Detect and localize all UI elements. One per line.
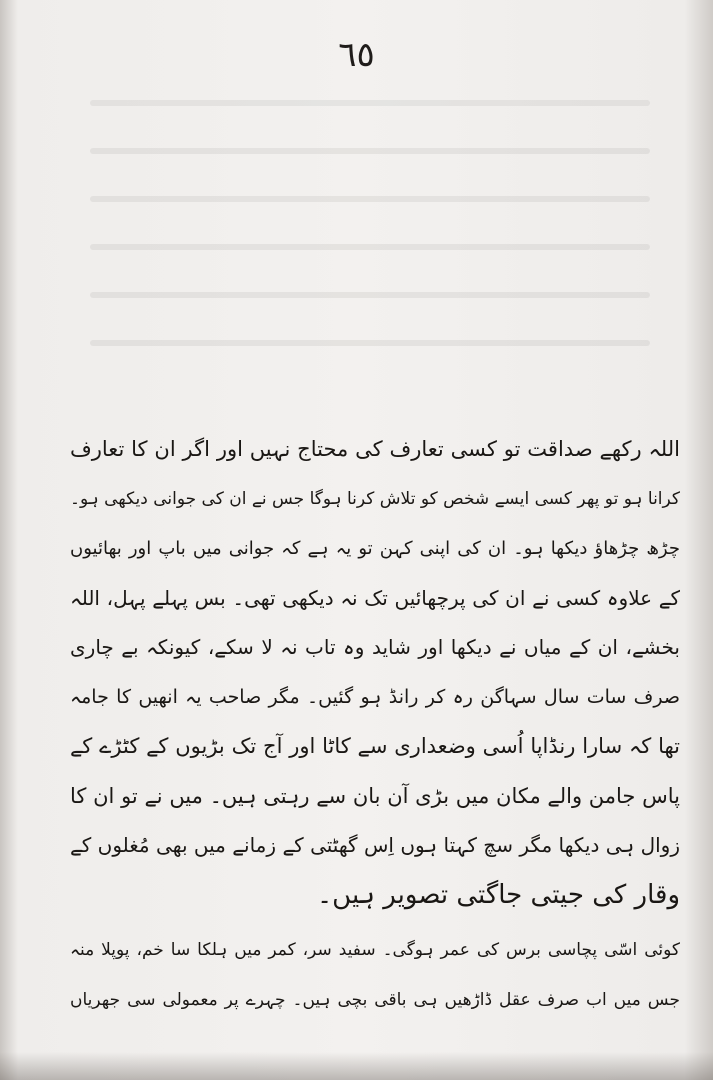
text-line: وقار کی جیتی جاگتی تصویر ہیں۔ bbox=[316, 879, 680, 910]
text-line: بخشے، ان کے میاں نے دیکھا اور شاید وہ تاب نہ لا سکے، کیونکہ بے چاری bbox=[70, 635, 680, 659]
text-line: تھا کہ سارا رنڈاپا اُسی وضعداری سے کاٹا اور آج تک بڑیوں کے کٹڑے کے bbox=[70, 734, 680, 758]
text-line: کرانا ہو تو پھر کسی ایسے شخص کو تلاش کرنا ہوگا جس نے ان کی جوانی دیکھی ہو۔ bbox=[70, 488, 680, 509]
text-line: زوال ہی دیکھا مگر سچ کہتا ہوں اِس گھٹتی کے زمانے میں بھی مُغلوں کے bbox=[70, 833, 680, 857]
page-edge-shadow bbox=[0, 1052, 713, 1080]
page-number: ٦٥ bbox=[338, 35, 375, 75]
text-line: پاس جامن والے مکان میں بڑی آن بان سے رہتی ہیں۔ میں نے تو ان کا bbox=[70, 783, 680, 808]
text-line: چڑھ چڑھاؤ دیکھا ہو۔ ان کی اپنی کہن تو یہ ہے کہ جوانی میں باپ اور بھائیوں bbox=[70, 538, 680, 559]
text-line: کے علاوہ کسی نے ان کی پرچھائیں تک نہ دیکھی تھی۔ بس پہلے پہل، اللہ bbox=[70, 585, 680, 610]
body-text bbox=[70, 425, 680, 1025]
show-through-from-reverse bbox=[90, 100, 650, 400]
text-line: کوئی اسّی پچاسی برس کی عمر ہوگی۔ سفید سر، کمر میں ہلکا سا خم، پوپلا منہ bbox=[70, 940, 680, 960]
text-line: صرف سات سال سہاگن رہ کر رانڈ ہو گئیں۔ مگر صاحب یہ انھیں کا جامہ bbox=[70, 685, 680, 708]
text-line: جس میں اب صرف عقل ڈاڑھیں ہی باقی بچی ہیں۔ چہرے پر معمولی سی جھریاں bbox=[70, 989, 680, 1010]
text-line: اللہ رکھے صداقت تو کسی تعارف کی محتاج نہیں اور اگر ان کا تعارف bbox=[70, 437, 680, 461]
